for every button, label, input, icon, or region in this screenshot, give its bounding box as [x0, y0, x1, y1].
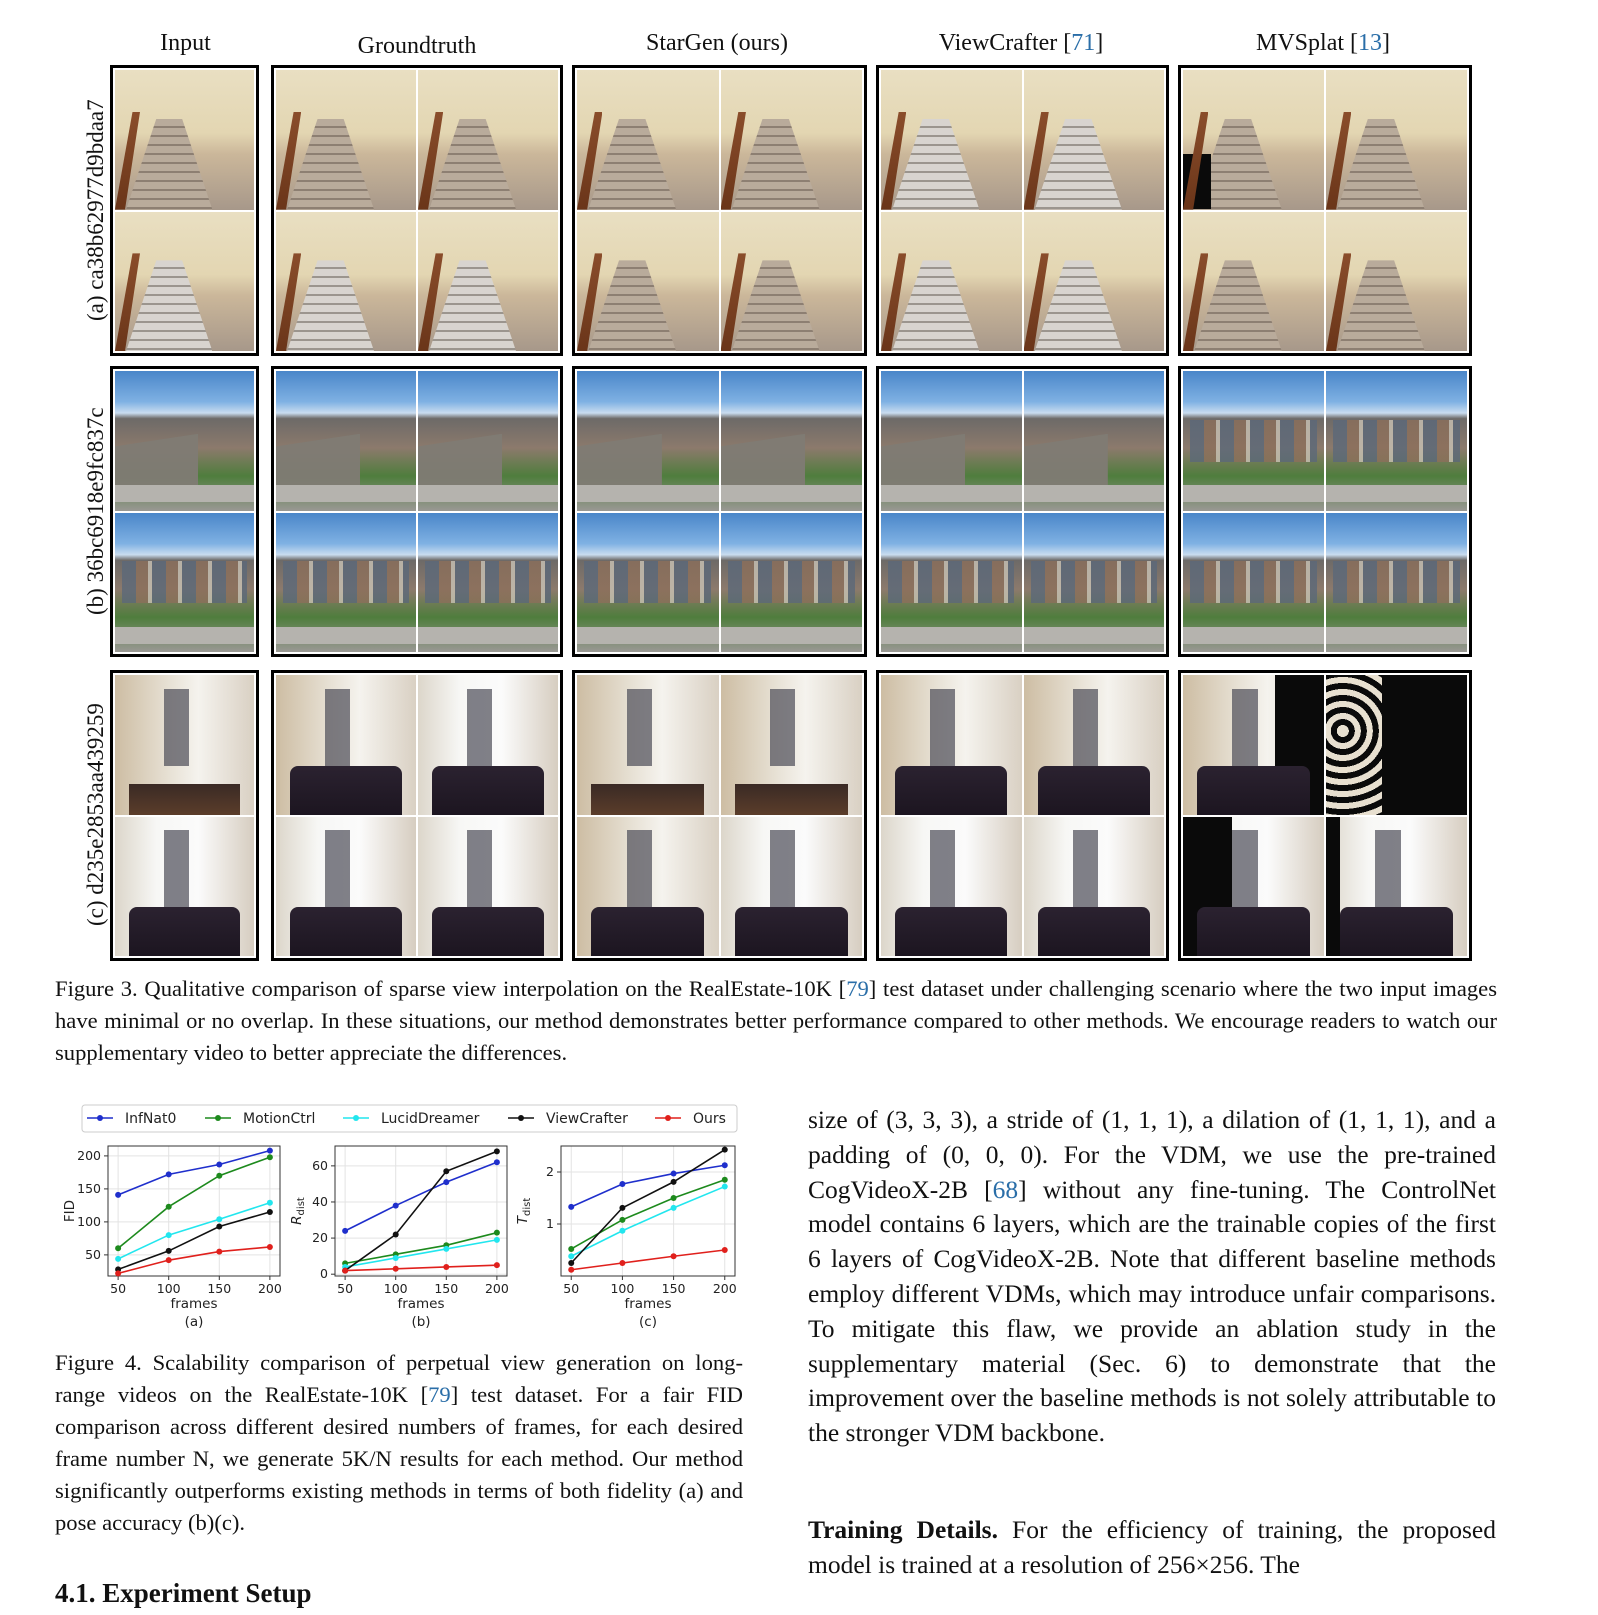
series-line	[118, 1157, 270, 1248]
image-tile	[418, 70, 558, 210]
image-tile	[577, 513, 719, 653]
y-axis-label: FID	[62, 1199, 78, 1223]
panel-a-groundtruth	[271, 65, 563, 356]
image-tile	[276, 371, 416, 511]
x-tick-label: 50	[110, 1281, 127, 1296]
panel-c-input	[110, 670, 259, 961]
data-point	[568, 1204, 574, 1210]
x-axis-label: frames	[170, 1296, 218, 1312]
data-point	[393, 1203, 399, 1209]
x-tick-label: 150	[661, 1281, 686, 1296]
data-point	[267, 1209, 273, 1215]
legend-label: ViewCrafter	[546, 1111, 628, 1127]
image-tile	[721, 70, 863, 210]
data-point	[619, 1181, 625, 1187]
data-point	[166, 1171, 172, 1177]
image-tile	[276, 675, 416, 815]
data-point	[568, 1267, 574, 1273]
data-point	[216, 1173, 222, 1179]
data-point	[267, 1154, 273, 1160]
data-point	[671, 1179, 677, 1185]
image-tile	[721, 371, 863, 511]
image-tile	[418, 212, 558, 352]
data-point	[568, 1260, 574, 1266]
y-tick-label: 200	[77, 1147, 101, 1163]
legend-marker	[353, 1115, 359, 1121]
col-header-viewcrafter: ViewCrafter [71]	[938, 30, 1104, 56]
image-tile	[577, 212, 719, 352]
chart-panel	[62, 1146, 282, 1330]
image-tile	[577, 675, 719, 815]
image-tile	[1326, 371, 1467, 511]
data-point	[494, 1237, 500, 1243]
image-tile	[276, 70, 416, 210]
x-tick-label: 150	[207, 1281, 232, 1296]
image-tile	[115, 212, 254, 352]
panel-b-groundtruth	[271, 366, 563, 657]
y-tick-label: 60	[312, 1157, 328, 1173]
data-point	[619, 1205, 625, 1211]
legend-label: MotionCtrl	[243, 1111, 316, 1127]
series-line	[571, 1250, 725, 1270]
image-tile	[115, 513, 254, 653]
y-tick-label: 20	[312, 1230, 328, 1246]
x-tick-label: 200	[484, 1281, 509, 1296]
legend-marker	[665, 1115, 671, 1121]
panel-b-viewcrafter	[876, 366, 1169, 657]
data-point	[568, 1253, 574, 1259]
figure4-caption: Figure 4. Scalability comparison of perpetual view generation on long-range videos on the RealEstate-10K [79] test dataset. For a fair FID comparison across different desired numbers of frames, for each desired frame number N, we generate 5K/N results for each method. Our method significantly outperforms existing methods in terms of both fidelity (a) and pose accuracy (b)(c).	[55, 1350, 743, 1535]
panel-a-input	[110, 65, 259, 356]
y-tick-label: 50	[85, 1246, 101, 1262]
data-point	[393, 1255, 399, 1261]
legend-label: LucidDreamer	[381, 1111, 480, 1127]
image-tile	[276, 513, 416, 653]
data-point	[393, 1231, 399, 1237]
series-line	[345, 1265, 497, 1270]
data-point	[216, 1161, 222, 1167]
data-point	[267, 1148, 273, 1154]
data-point	[267, 1200, 273, 1206]
image-tile	[1183, 212, 1324, 352]
panel-c-stargen	[572, 670, 867, 961]
image-tile	[721, 212, 863, 352]
plot-frame	[561, 1146, 735, 1276]
image-tile	[418, 513, 558, 653]
image-tile	[721, 817, 863, 957]
x-tick-label: 100	[156, 1281, 181, 1296]
image-tile	[881, 817, 1022, 957]
legend-marker	[97, 1115, 103, 1121]
image-tile	[1024, 70, 1165, 210]
col-header-input: Input	[160, 30, 211, 56]
data-point	[267, 1244, 273, 1250]
data-point	[494, 1262, 500, 1268]
y-axis-label: $T_{dist}$	[515, 1197, 533, 1225]
series-line	[118, 1247, 270, 1273]
panel-sublabel: (c)	[639, 1314, 657, 1330]
data-point	[568, 1246, 574, 1252]
x-tick-label: 100	[383, 1281, 408, 1296]
training-heading: Training Details.	[808, 1515, 998, 1544]
image-tile	[1024, 371, 1165, 511]
y-tick-label: 0	[320, 1266, 328, 1282]
data-point	[216, 1216, 222, 1222]
data-point	[722, 1177, 728, 1183]
legend-label: InfNat0	[125, 1111, 177, 1127]
image-tile	[1326, 817, 1467, 957]
data-point	[619, 1260, 625, 1266]
image-tile	[881, 513, 1022, 653]
data-point	[393, 1266, 399, 1272]
image-tile	[721, 513, 863, 653]
figure4-charts	[55, 1100, 755, 1340]
image-tile	[1024, 212, 1165, 352]
image-tile	[1183, 675, 1324, 815]
data-point	[494, 1159, 500, 1165]
y-tick-label: 2	[546, 1164, 554, 1179]
data-point	[671, 1171, 677, 1177]
row-label-a: (a) ca38b62977d9bdaa7	[83, 99, 108, 321]
x-tick-label: 50	[563, 1281, 580, 1296]
data-point	[115, 1192, 121, 1198]
data-point	[443, 1179, 449, 1185]
figure3-caption: Figure 3. Qualitative comparison of sparse view interpolation on the RealEstate-10K [79] test dataset under challenging scenario where the two input images have minimal or no overlap. In these situations, our method demonstrates better performance compared to other methods. We encourage readers to watch our supplementary video to better appreciate the differences.	[55, 976, 1497, 1065]
legend-marker	[215, 1115, 221, 1121]
image-tile	[1326, 212, 1467, 352]
data-point	[115, 1245, 121, 1251]
series-line	[345, 1162, 497, 1231]
panel-sublabel: (b)	[411, 1314, 431, 1330]
body-paragraph: size of (3, 3, 3), a stride of (1, 1, 1), a dilation of (1, 1, 1), and a padding of (0, 0, 0). For the VDM, we use the pre-trained CogVideoX-2B [68] without any fine-tuning. The ControlNet model contains 6 layers, which are the trainable copies of the first 6 layers of CogVideoX-2B. Note that different baseline methods employ different VDMs, which may introduce unfair comparisons. To mitigate this flaw, we provide an ablation study in the supplementary material (Sec. 6) to demonstrate that the improvement over the baseline methods is not solely attributable to the stronger VDM backbone.	[808, 1105, 1496, 1448]
panel-c-viewcrafter	[876, 670, 1169, 961]
image-tile	[115, 675, 254, 815]
image-tile	[1183, 371, 1324, 511]
panel-b-mvsplat	[1178, 366, 1472, 657]
data-point	[619, 1228, 625, 1234]
image-tile	[1326, 675, 1467, 815]
data-point	[166, 1232, 172, 1238]
x-tick-label: 200	[257, 1281, 282, 1296]
data-point	[671, 1205, 677, 1211]
series-line	[118, 1212, 270, 1269]
data-point	[722, 1162, 728, 1168]
image-tile	[577, 70, 719, 210]
data-point	[722, 1184, 728, 1190]
data-point	[443, 1246, 449, 1252]
panel-b-stargen	[572, 366, 867, 657]
col-header-mvsplat: MVSplat [13]	[1256, 30, 1390, 56]
x-tick-label: 50	[337, 1281, 354, 1296]
data-point	[443, 1168, 449, 1174]
image-tile	[418, 371, 558, 511]
col-header-stargen: StarGen (ours)	[646, 30, 788, 56]
row-label-b: (b) 36bc6918e9fc837c	[83, 407, 108, 615]
data-point	[494, 1148, 500, 1154]
image-tile	[418, 675, 558, 815]
y-tick-label: 1	[546, 1216, 554, 1231]
data-point	[166, 1204, 172, 1210]
x-tick-label: 100	[610, 1281, 635, 1296]
image-tile	[577, 817, 719, 957]
y-axis-label: $R_{dist}$	[289, 1197, 307, 1225]
data-point	[115, 1270, 121, 1276]
legend-label: Ours	[693, 1111, 726, 1127]
data-point	[722, 1247, 728, 1253]
series-line	[571, 1150, 725, 1263]
data-point	[216, 1224, 222, 1230]
legend-marker	[518, 1115, 524, 1121]
data-point	[494, 1230, 500, 1236]
data-point	[671, 1253, 677, 1259]
image-tile	[881, 371, 1022, 511]
image-tile	[418, 817, 558, 957]
panel-c-mvsplat	[1178, 670, 1472, 961]
image-tile	[881, 675, 1022, 815]
panel-a-viewcrafter	[876, 65, 1169, 356]
section-heading: 4.1. Experiment Setup	[55, 1578, 312, 1608]
data-point	[166, 1248, 172, 1254]
image-tile	[115, 70, 254, 210]
series-line	[118, 1203, 270, 1259]
x-tick-label: 150	[434, 1281, 459, 1296]
image-tile	[1024, 675, 1165, 815]
panel-sublabel: (a)	[184, 1314, 204, 1330]
data-point	[166, 1257, 172, 1263]
data-point	[342, 1268, 348, 1274]
row-label-c: (c) d235e2853aa439259	[83, 703, 108, 927]
data-point	[342, 1228, 348, 1234]
y-tick-label: 150	[77, 1180, 101, 1196]
image-tile	[1183, 70, 1324, 210]
y-tick-label: 40	[312, 1193, 328, 1209]
panel-b-input	[110, 366, 259, 657]
image-tile	[115, 371, 254, 511]
series-line	[571, 1165, 725, 1207]
image-tile	[1326, 513, 1467, 653]
data-point	[671, 1195, 677, 1201]
image-tile	[881, 212, 1022, 352]
data-point	[443, 1264, 449, 1270]
chart-panel	[289, 1146, 509, 1330]
image-tile	[1183, 817, 1324, 957]
training-paragraph: Training Details. For the efficiency of training, the proposed model is trained at a resolution of 256×256. The	[808, 1515, 1496, 1579]
panel-c-groundtruth	[271, 670, 563, 961]
image-tile	[276, 212, 416, 352]
x-axis-label: frames	[397, 1296, 445, 1312]
x-axis-label: frames	[624, 1296, 672, 1312]
panel-a-stargen	[572, 65, 867, 356]
data-point	[115, 1256, 121, 1262]
chart-panel	[515, 1146, 737, 1330]
data-point	[216, 1249, 222, 1255]
image-tile	[115, 817, 254, 957]
y-tick-label: 100	[77, 1213, 101, 1229]
series-line	[118, 1151, 270, 1195]
panel-a-mvsplat	[1178, 65, 1472, 356]
data-point	[619, 1217, 625, 1223]
image-tile	[1024, 513, 1165, 653]
image-tile	[721, 675, 863, 815]
image-tile	[1326, 70, 1467, 210]
image-tile	[881, 70, 1022, 210]
data-point	[722, 1147, 728, 1153]
image-tile	[276, 817, 416, 957]
x-tick-label: 200	[712, 1281, 737, 1296]
col-header-groundtruth: Groundtruth	[357, 33, 477, 59]
image-tile	[1024, 817, 1165, 957]
image-tile	[1183, 513, 1324, 653]
series-line	[345, 1233, 497, 1264]
image-tile	[577, 371, 719, 511]
